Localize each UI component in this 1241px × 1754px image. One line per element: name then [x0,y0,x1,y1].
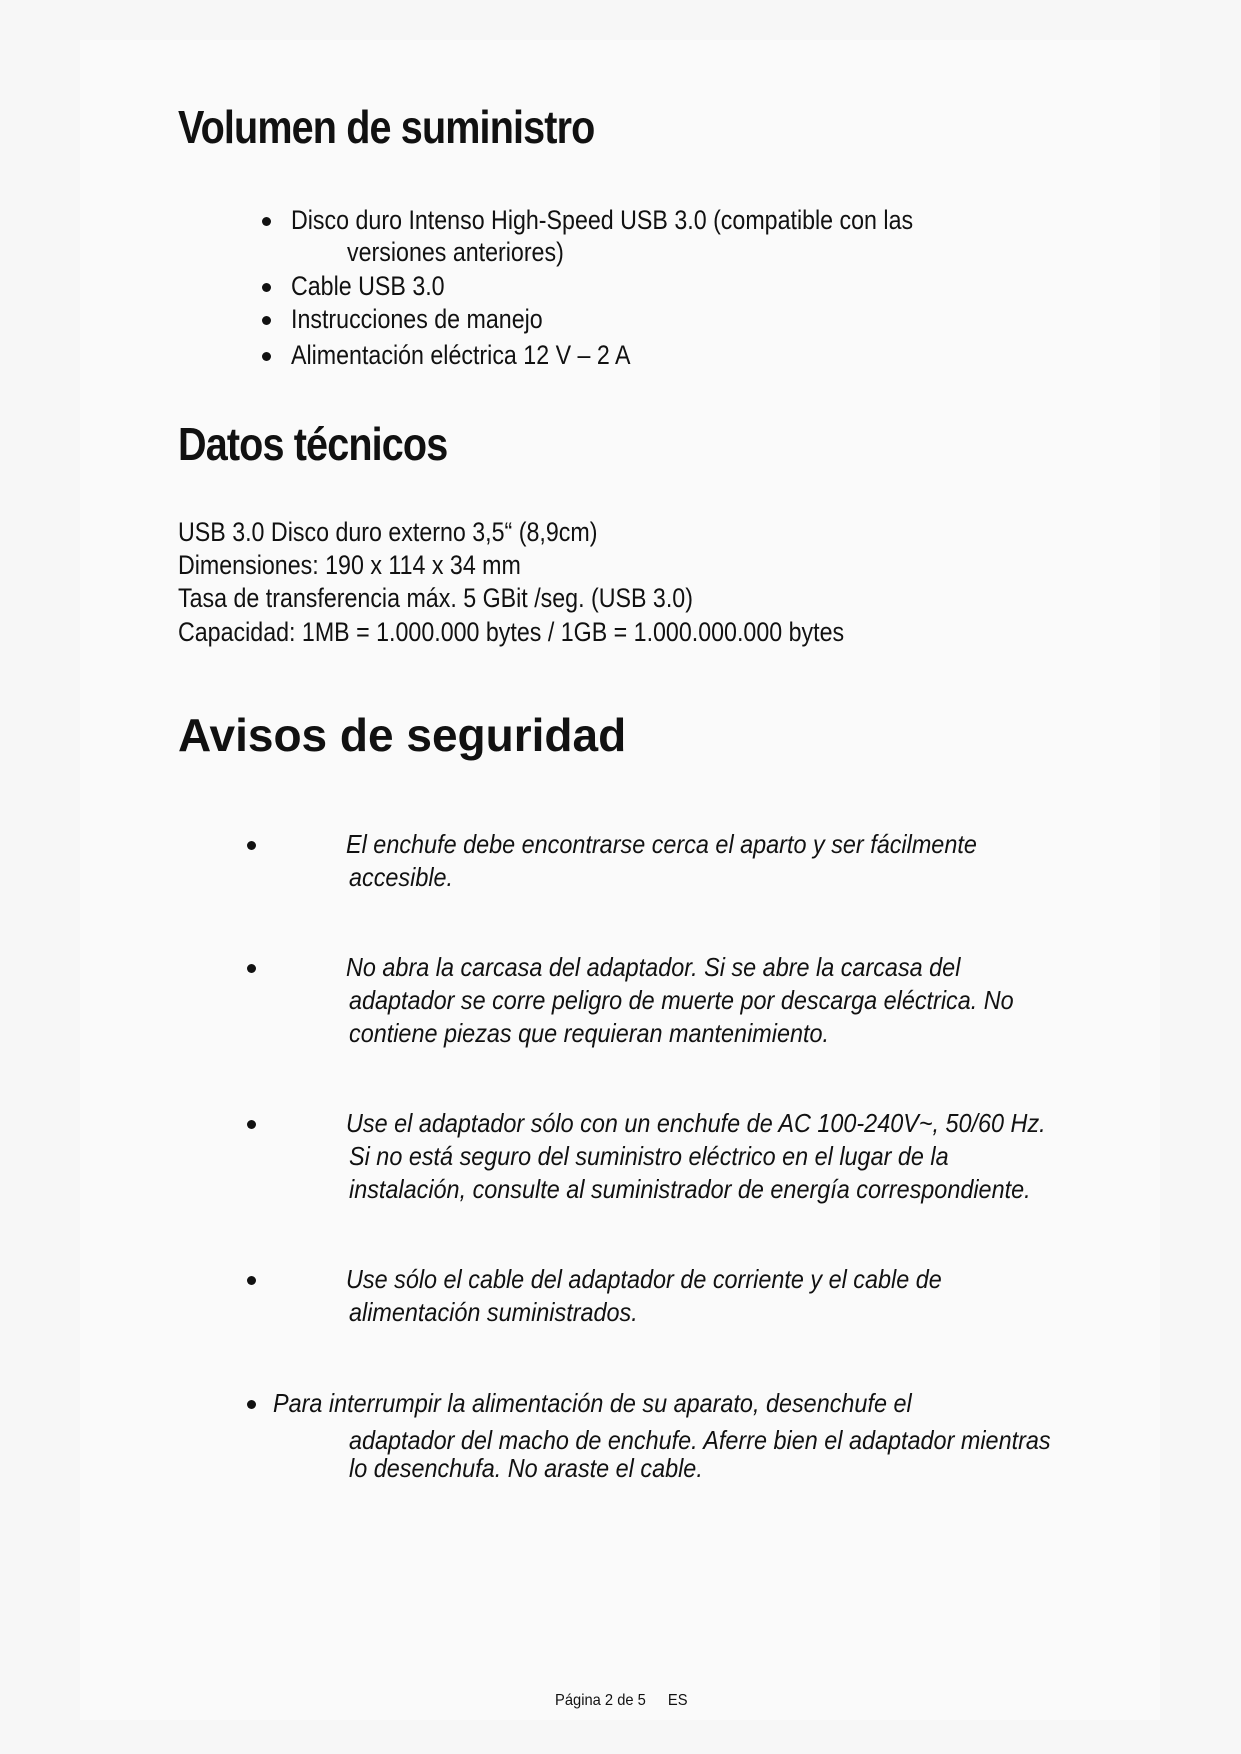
supply-heading: Volumen de suministro [178,101,595,153]
safety-item-4-line2: alimentación suministrados. [349,1297,638,1327]
safety-item-3-line1: Use el adaptador sólo con un enchufe de AC 100-240V~, 50/60 Hz. [346,1108,1046,1138]
supply-item-1-line1: Disco duro Intenso High-Speed USB 3.0 (compatible con las [291,205,914,235]
bullet-icon [262,352,271,361]
safety-item-2-line1: No abra la carcasa del adaptador. Si se abre la carcasa del [346,952,961,982]
safety-item-5-line3: lo desenchufa. No araste el cable. [349,1453,703,1483]
tech-heading: Datos técnicos [178,418,448,470]
supply-item-2: Cable USB 3.0 [291,271,445,301]
safety-item-1-line1: El enchufe debe encontrarse cerca el aparto y ser fácilmente [346,829,977,859]
safety-item-2-line3: contiene piezas que requieran mantenimiento. [349,1018,830,1048]
safety-heading: Avisos de seguridad [178,709,627,761]
safety-item-2-line2: adaptador se corre peligro de muerte por descarga eléctrica. No [349,985,1014,1015]
page-footer [555,1692,688,1710]
tech-line-4: Capacidad: 1MB = 1.000.000 bytes / 1GB = 1.000.000.000 bytes [178,617,845,647]
page-number: Página 2 de 5 [555,1692,646,1709]
bullet-icon [247,841,256,850]
language-code: ES [667,1692,688,1709]
bullet-icon [262,316,271,325]
safety-item-5-line1: Para interrumpir la alimentación de su aparato, desenchufe el [273,1388,912,1418]
tech-line-1: USB 3.0 Disco duro externo 3,5“ (8,9cm) [178,517,598,547]
safety-item-4-line1: Use sólo el cable del adaptador de corriente y el cable de [346,1264,942,1294]
bullet-icon [247,1120,256,1129]
bullet-icon [262,283,271,292]
bullet-icon [247,1276,256,1285]
bullet-icon [247,964,256,973]
supply-item-4: Alimentación eléctrica 12 V – 2 A [291,340,631,370]
supply-item-3: Instrucciones de manejo [291,304,543,334]
bullet-icon [262,217,271,226]
tech-line-2: Dimensiones: 190 x 114 x 34 mm [178,550,521,580]
supply-item-1-line2: versiones anteriores) [347,237,564,267]
safety-item-3-line3: instalación, consulte al suministrador de energía correspondiente. [349,1174,1031,1204]
bullet-icon [247,1400,256,1409]
safety-item-3-line2: Si no está seguro del suministro eléctrico en el lugar de la [349,1141,949,1171]
safety-item-5-line2: adaptador del macho de enchufe. Aferre bien el adaptador mientras [349,1425,1051,1455]
tech-line-3: Tasa de transferencia máx. 5 GBit /seg. (USB 3.0) [178,583,693,613]
safety-item-1-line2: accesible. [349,862,454,892]
